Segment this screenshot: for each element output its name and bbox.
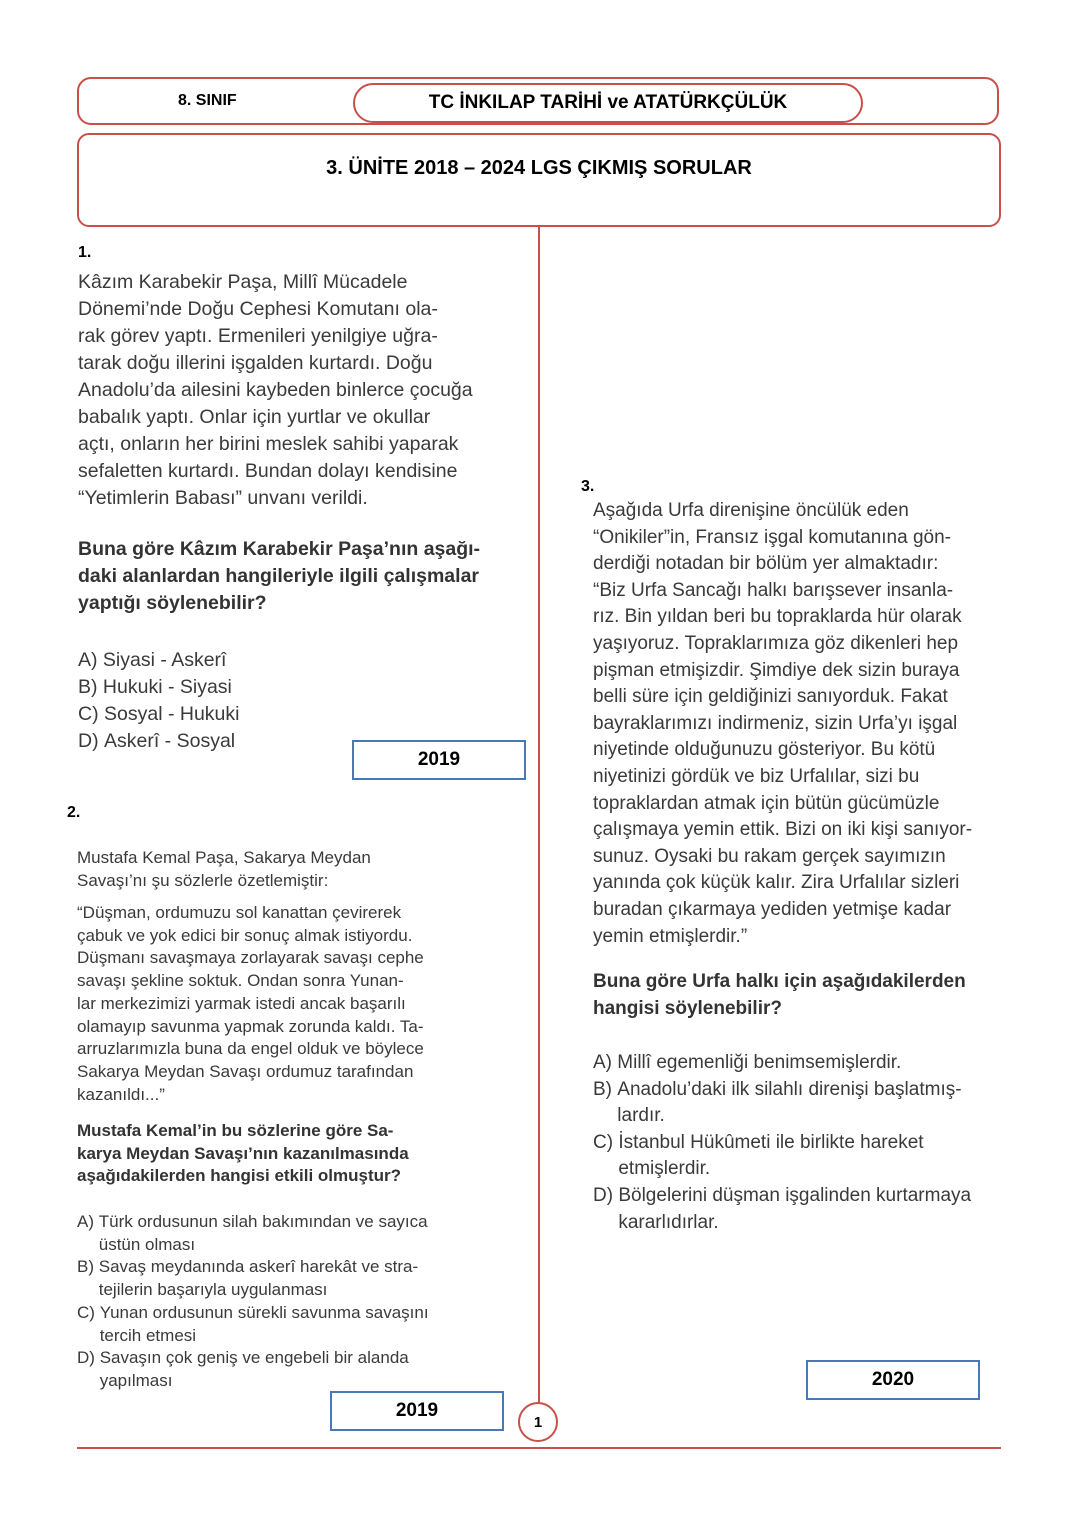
option-b[interactable] (78, 674, 528, 701)
option-letter: C) (593, 1131, 614, 1153)
option-letter: B) (77, 1257, 94, 1277)
option-letter: D) (78, 730, 99, 752)
option-letter: B) (593, 1078, 612, 1100)
question-2-intro: Mustafa Kemal Paşa, Sakarya Meydan Savaşı’nı şu sözlerle özetlemiştir: (77, 848, 371, 890)
option-text: Siyasi - Askerî (102, 649, 227, 671)
question-1-options (78, 647, 528, 755)
option-text: Askerî - Sosyal (104, 730, 236, 752)
unit-frame (77, 133, 1001, 227)
footer-line (77, 1447, 1001, 1449)
option-d[interactable] (77, 1347, 532, 1392)
option-text: Yunan ordusunun sürekli savunma savaşını tercih etmesi (99, 1302, 429, 1345)
question-3-options (593, 1050, 1033, 1236)
course-title: TC İNKILAP TARİHİ ve ATATÜRKÇÜLÜK (353, 83, 863, 123)
option-a[interactable] (78, 647, 528, 674)
option-c[interactable] (77, 1302, 532, 1347)
option-text: Savaş meydanında askerî harekât ve stra- tejilerin başarıyla uygulanması (98, 1257, 419, 1300)
option-text: İstanbul Hükûmeti ile birlikte hareket etmişlerdir. (618, 1131, 924, 1180)
question-3-passage: Aşağıda Urfa direnişine öncülük eden “Onikiler”in, Fransız işgal komutanına gön- derdiği notadan bir bölüm yer almaktadır: “Biz Urfa Sancağı halkı barışsever insanla- rız. Bin yıldan beri bu topraklarda hür olarak yaşıyoruz. Topraklarımıza göz dikenleri hep pişman etmişizdir. Şimdiye dek sizin buraya belli süre için geldiğinizi sanıyorduk. Fakat bayraklarımızı indirmeniz, sizin Urfa’yı işgal niyetinde olduğunuzu gösteriyor. Bu kötü niyetinizi gördük ve biz Urfalılar, sizi bu topraklardan atmak için bütün gücümüzle çalışmaya yemin ettik. Bizi on iki kişi sanıyor- sunuz. Oysaki bu rakam gerçek sayımızın yanında çok küçük kalır. Zira Urfalılar sizleri buradan çıkarmaya yediden yetmişe kadar yemin etmişlerdir.” (593, 500, 973, 947)
option-b[interactable] (77, 1256, 532, 1301)
question-2-number: 2. (67, 804, 81, 821)
option-letter: C) (78, 703, 99, 725)
question-1-prompt: Buna göre Kâzım Karabekir Paşa’nın aşağı- daki alanlardan hangileriyle ilgili çalışmalar yaptığı söylenebilir? (78, 538, 481, 614)
option-letter: A) (593, 1052, 612, 1073)
option-c[interactable] (593, 1130, 1033, 1183)
option-a[interactable] (593, 1050, 1033, 1077)
grade-label: 8. SINIF (178, 92, 237, 109)
option-text: Türk ordusunun silah bakımından ve sayıca üstün olması (98, 1212, 428, 1254)
option-c[interactable] (78, 701, 528, 728)
option-letter: A) (78, 649, 98, 671)
question-3-number: 3. (581, 478, 595, 495)
option-letter: B) (78, 676, 98, 698)
column-divider (538, 227, 540, 1405)
option-letter: A) (77, 1212, 94, 1231)
option-text: Anadolu’daki ilk silahlı direnişi başlatmış- lardır. (617, 1078, 962, 1127)
question-2-year-badge: 2019 (330, 1391, 504, 1431)
question-2-options (77, 1211, 532, 1393)
question-3-prompt: Buna göre Urfa halkı için aşağıdakilerden hangisi söylenebilir? (593, 971, 966, 1019)
question-2-passage: “Düşman, ordumuzu sol kanattan çevirerek çabuk ve yok edici bir sonuç almak istiyordu. Düşmanı savaşmaya zorlayarak savaşı cephe savaşı şekline soktuk. Ondan sonra Yunan- lar merkezimizi yarmak istedi ancak başarılı olamayıp savunma yapmak zorunda kaldı. Ta- arruzlarımızla buna da engel olduk ve böylece Sakarya Meydan Savaşı ordumuz tarafından kazanıldı...” (77, 903, 424, 1104)
option-a[interactable] (77, 1211, 532, 1256)
question-1-year-badge: 2019 (352, 740, 526, 780)
unit-title: 3. ÜNİTE 2018 – 2024 LGS ÇIKMIŞ SORULAR (326, 157, 752, 179)
option-text: Hukuki - Siyasi (102, 676, 232, 698)
option-text: Savaşın çok geniş ve engebeli bir alanda yapılması (99, 1348, 409, 1390)
option-text: Millî egemenliği benimsemişlerdir. (617, 1052, 902, 1073)
question-2-prompt: Mustafa Kemal’in bu sözlerine göre Sa- karya Meydan Savaşı’nın kazanılmasında aşağıdakilerden hangisi etkili olmuştur? (77, 1121, 409, 1186)
option-text: Bölgelerini düşman işgalinden kurtarmaya kararlıdırlar. (618, 1184, 972, 1233)
question-3-year-badge: 2020 (806, 1360, 980, 1400)
option-letter: D) (77, 1348, 95, 1368)
option-letter: C) (77, 1302, 95, 1322)
question-1-number: 1. (78, 244, 92, 261)
option-b[interactable] (593, 1077, 1033, 1130)
option-d[interactable] (593, 1183, 1033, 1236)
option-letter: D) (593, 1184, 614, 1206)
question-1-passage: Kâzım Karabekir Paşa, Millî Mücadele Dönemi’nde Doğu Cephesi Komutanı ola- rak görev yaptı. Ermenileri yenilgiye uğra- tarak doğu illerini işgalden kurtardı. Doğu Anadolu’da ailesini kaybeden binlerce çocuğa babalık yaptı. Onlar için yurtlar ve okullar açtı, onların her birini meslek sahibi yaparak sefaletten kurtardı. Bundan dolayı kendisine “Yetimlerin Babası” unvanı verildi. (78, 271, 473, 509)
page-number: 1 (518, 1402, 558, 1442)
option-text: Sosyal - Hukuki (104, 703, 240, 725)
